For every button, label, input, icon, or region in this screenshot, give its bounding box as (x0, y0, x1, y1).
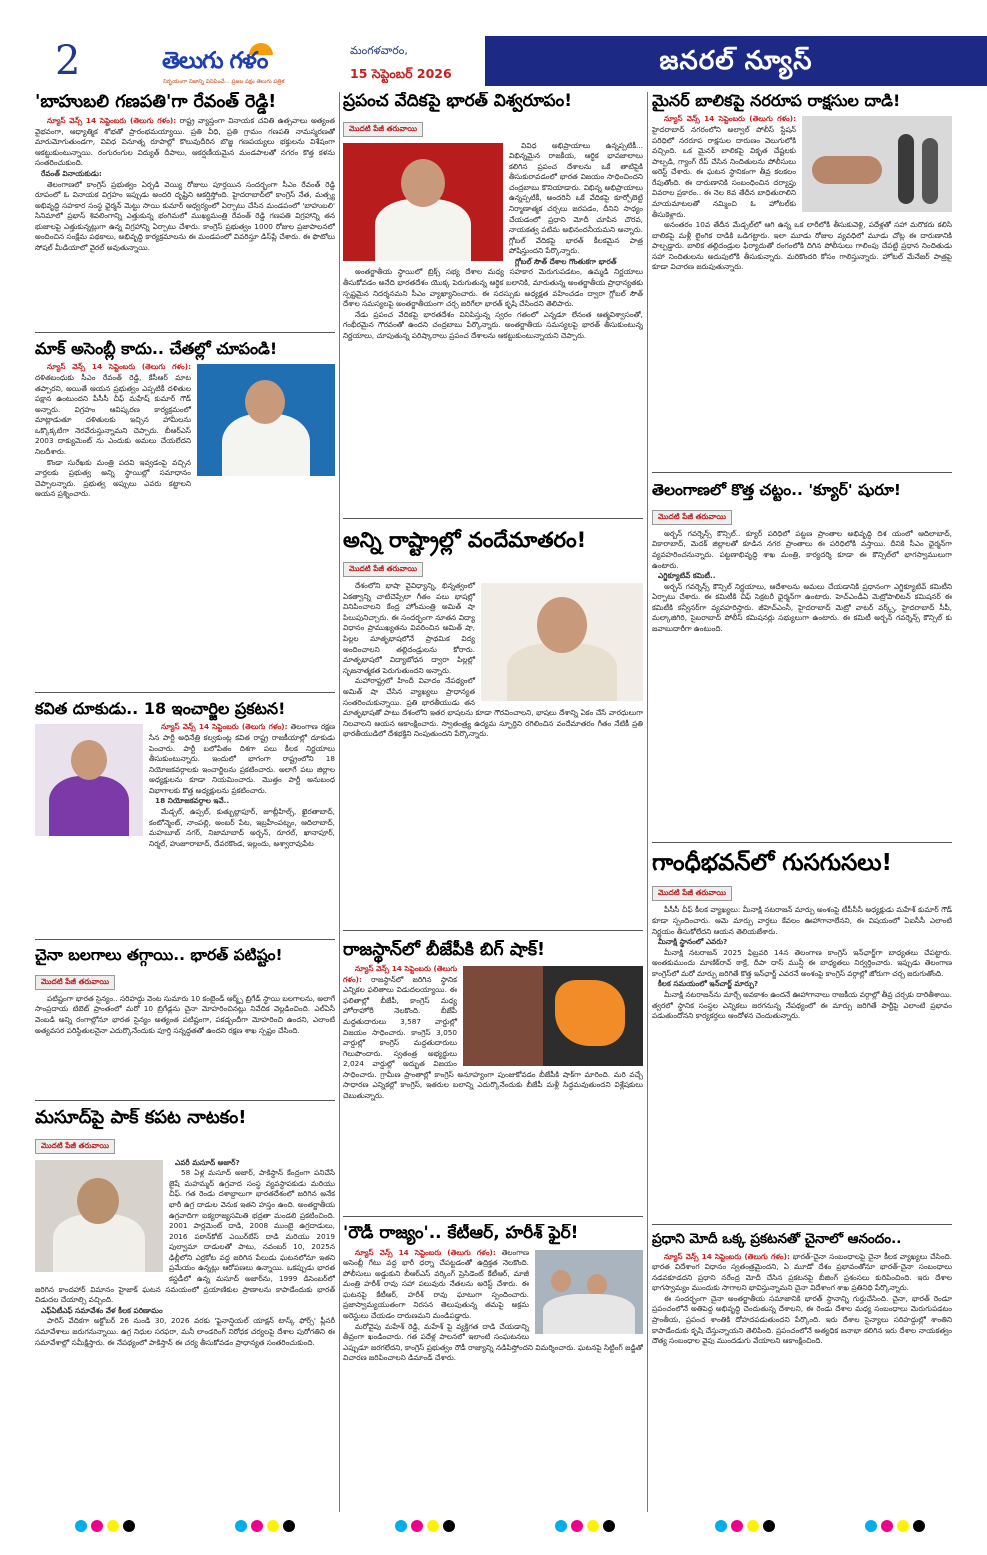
headline: రాజస్థాన్‌లో బీజేపీకి బిగ్ షాక్! (343, 940, 546, 960)
headline: మాక్ అసెంబ్లీ కాదు.. చేతల్లో చూపండి! (35, 340, 278, 358)
story-dateline: న్యూస్ వెన్స్ 14 సెప్టెంబరు (తెలుగు గళం): (664, 1251, 790, 1261)
story-mahesh (35, 340, 335, 680)
divider (35, 939, 335, 940)
registration-marks (75, 1520, 135, 1534)
divider (652, 472, 952, 473)
black-dot (123, 1520, 135, 1532)
story-body: పటిష్టంగా భారత సైన్యం.. సరిహద్దు వెంట సుమారు 10 కంబైండ్ ఆర్మ్స్ బ్రిగేడ్ స్థాయి బలగాలను, అలాగే సాంప్రదాయ టిబెట్ ప్రాంతంలో మరో 10 బ్రిగేడ్లను చైనా మోహరించినట్లు నివేదిక వెల్లడించింది. ఎల్ఏసీ వెంబడి అన్ని రంగాల్లోనూ భారత సైన్యం అత్యంత పటిష్టంగా, పకడ్బందీగా మోహరించి ఉందని, ఎలాంటి అత్యవసర పరిస్థితులనైనా ఎదుర్కొనేందుకు పూర్తి సన్నద్ధతతో ఉందని రక్షణ శాఖ స్పష్టం చేసింది. (35, 993, 335, 1035)
story-china-forces (35, 947, 335, 1097)
story-body: ఎవరీ మసూద్ అజార్? 58 ఏళ్ల మసూద్ అజార్, పాకిస్థాన్ కేంద్రంగా పనిచేసే జైషే మహమ్మద్ ఉగ్రవాద సంస్థ వ్యవస్థాపకుడు మరియు చీఫ్. గత రెండు దశాబ్దాలుగా భారతదేశంలో జరిగిన అనేక భారీ ఉగ్ర దాడుల వెనుక ఇతని హస్తం ఉంది. అంతర్జాతీయ ఉగ్రవాదిగా ఐక్యరాజ్యసమితి భద్రతా మండలి ప్రకటించింది. 2001 పార్లమెంట్ దాడి, 2008 ముంబై ఉగ్రదాడులు, 2016 పఠాన్‌కోట్ ఎయిర్‌బేస్ దాడి మరియు 2019 పుల్వామా దాడులతో పాటు, నవంబర్ 10, 2025న ఢిల్లీలోని ఎర్రకోట వద్ద జరిగిన పేలుడు ఘటనలోనూ ఇతని ప్రమేయం ఉన్నట్లు ఆరోపణలు ఉన్నాయి. ఒకప్పుడు భారత కస్టడీలో ఉన్న మసూద్ అజార్‌ను, 1999 డిసెంబర్‌లో జరిగిన కాందహార్ విమానం హైజాక్ ఘటన సమయంలో ప్రయాణికుల ప్రాణాలను కాపాడేందుకు భారత్ విడుదల చేయాల్సి వచ్చింది. ఎఫ్ఏటీఎఫ్ సమావేశం వేళ కీలక పరిణామం పారిస్ వేదికగా అక్టోబర్ 26 నుండి 30, 2026 వరకు 'ఫైనాన్షియల్ యాక్షన్ టాస్క్ ఫోర్స్' ప్లీనరీ సమావేశాలు జరుగనున్నాయి. ఉగ్ర నిధుల సరఫరా, మనీ లాండరింగ్ నిరోధక చర్యలపై దేశాల పురోగతిని ఈ సమావేశాల్లో సమీక్షిస్తారు. ఈ నేపథ్యంలో పాకిస్తాన్ ఈ చర్య తీసుకోవడం ప్రాధాన్యత సంతరించుకుంది. (35, 1157, 335, 1347)
cyan-dot (75, 1520, 87, 1532)
headline: చైనా బలగాలు తగ్గాయి.. భారత్ పటిష్టం! (35, 947, 283, 964)
magenta-dot (91, 1520, 103, 1532)
story-body: న్యూస్ వెన్స్ 14 సెప్టెంబరు (తెలుగు గళం): తెలంగాణ అసెంబ్లీ గేటు వద్ద భారీ ధర్నా చేపట్టడంతో ఉద్రిక్తత నెలకొంది. పోలీసులు అడ్డుకుని బీఆర్ఎస్ వర్కింగ్ ప్రెసిడెంట్ కేటీఆర్, మాజీ మంత్రి హరీశ్ రావు సహా పలువురు నేతలను అరెస్ట్ చేశారు. ఈ ఘటనపై కేటీఆర్, హరీశ్ రావు ఘాటుగా స్పందించారు. ప్రజాస్వామ్యయుతంగా నిరసన తెలుపుతున్న తమపై అక్రమ అరెస్టులు చేయడం దారుణమని మండిపడ్డారు. మరోవైపు మహేశ్ రెడ్డి, మహేశ్ పై వ్యక్తిగత దాడి చేయడాన్ని తీవ్రంగా ఖండించారు. గత పదేళ్ల పాలనలో ఇలాంటి సంఘటనలు ఎప్పుడూ జరగలేదని, కాంగ్రెస్ ప్రభుత్వం రౌడీ రాజ్యాన్ని నడిపిస్తోందని విమర్శించారు. ఘటనపై సిట్టింగ్ జడ్జితో విచారణ జరిపించాలని డిమాండ్ చేశారు. (343, 1247, 643, 1363)
story-dateline: న్యూస్ వెన్స్ 14 సెప్టెంబరు (తెలుగు గళం): (664, 114, 796, 124)
continued-badge: మొదటి పేజీ తరువాయి (343, 562, 423, 577)
registration-marks (715, 1520, 775, 1534)
section-banner: జనరల్ న్యూస్ (485, 36, 987, 86)
story-minor-girl (652, 92, 952, 467)
story-body: వివిధ అభిప్రాయాలు ఉన్నప్పటికీ... విభిన్నమైన రాజకీయ, ఆర్థిక భావజాలాలు కలిగిన ప్రపంచ దేశాలను ఒకే తాటిపైకి తీసుకురావడంలో భారత విజయం సాధించిందని చంద్రబాబు కొనియాడారు. విభిన్న అభిప్రాయాలు ఉన్నప్పటికీ, అందరినీ ఒకే వేదికపై కూర్చోబెట్టి నిర్మాణాత్మక చర్చలు జరపడం, దీనిని సాధ్యం చేయడంలో ప్రధాని మోదీ చూపిన చొరవ, నాయకత్వ పటిమ అభినందనీయమని అన్నారు. గ్లోబల్ వేదికపై భారత్ కీలకమైన పాత్ర పోషిస్తుందని పేర్కొన్నారు. గ్లోబల్ సౌత్ దేశాల గొంతుకగా భారత్ అంతర్జాతీయ స్థాయిలో బ్రిక్స్ సభ్య దేశాల మధ్య సహకార మెరుగుపడటం, ఉమ్మడి నిర్ణయాలు తీసుకోవడం అనేది భారతదేశం యొక్క పెరుగుతున్న ఆర్థిక బలానికి, మారుతున్న అంతర్జాతీయ ప్రాధాన్యతకు స్పష్టమైన నిదర్శనమని సీఎం వ్యాఖ్యానించారు. ఈ సదస్సుకు అధ్యక్షత వహించడం ద్వారా గ్లోబల్ సౌత్ దేశాల సమస్యలపై అంతర్జాతీయంగా చర్చ జరిగేలా భారత్ కృషి చేసిందని తెలిపారు. నేడు ప్రపంచ వేదికపై భారతదేశం వినిపిస్తున్న స్వరం గతంలో ఎన్నడూ లేనంత ఆత్మవిశ్వాసంతో, గంభీరమైన గౌరవంతో ఉందని చంద్రబాబు పేర్కొన్నారు. అంతర్జాతీయ సమస్యలపై భారత్ తీసుకుంటున్న నిర్ణయాలు, చూపుతున్న పరిష్కారాలు ప్రపంచ దేశాలను ఆకట్టుకుంటున్నాయని చెప్పారు. (343, 140, 643, 340)
headline: తెలంగాణలో కొత్త చట్టం.. 'క్యూర్' షురూ! (652, 482, 901, 499)
logo-tagline: నిర్భయంగా నిజాన్ని వినిపించే... ప్రజల పక్షం తెలుగు పత్రిక (163, 79, 285, 85)
photo-amit-shah (481, 583, 643, 701)
story-viswaroopam (343, 92, 643, 512)
map-shape (555, 980, 625, 1046)
photo-kavitha (35, 724, 143, 836)
story-body: న్యూస్ వెన్స్ 14 సెప్టెంబరు (తెలుగు గళం): దళితబంధుకు సీఎం రేవంత్ రెడ్డి, కేసీఆర్ మాట తప్పారని, అయితే ఆయన ప్రభుత్వం ఎప్పటికీ దళితుల పక్షాన ఉంటుందని పీసీసీ చీఫ్ మహేష్ కుమార్ గౌడ్ అన్నారు. విగ్రహం ఆవిష్కరణ కార్యక్రమంలో మాట్లాడుతూ దళితులకు ఇచ్చిన హామీలను ఒక్కొక్కటిగా నెరవేరుస్తున్నామని చెప్పారు. బీఆర్ఎస్ 2003 దాక్యుమెంట్ ను ఎందుకు అమలు చేయలేదని నిలదీశారు. కొండా సురేఖకు మంత్రి పదవి ఇవ్వడంపై వచ్చిన వార్తలకు ప్రభుత్వ అన్ని స్థాయిల్లో సమాధానం చెప్పాలన్నారు. ప్రభుత్వ అప్పులు ఎవరు కట్టాలని ఆయన ప్రశ్నించారు. (35, 362, 335, 500)
registration-marks (555, 1520, 615, 1534)
story-masood (35, 1108, 335, 1526)
photo-assembly-protest (535, 1250, 643, 1334)
headline: 'రౌడీ రాజ్యం'.. కేటీఆర్, హరీశ్ ఫైర్! (343, 1224, 579, 1243)
story-revanth (35, 92, 335, 327)
issue-date: 15 సెప్టెంబర్ 2026 (350, 66, 452, 81)
story-vandemataram (343, 528, 643, 923)
continued-badge: మొదటి పేజీ తరువాయి (652, 510, 732, 525)
column-left (35, 92, 335, 1532)
logo-text: తెలుగు గళం (162, 48, 268, 74)
column-divider (647, 92, 648, 1512)
headline: గాంధీభవన్‌లో గుసగుసలు! (652, 850, 893, 876)
continued-badge: మొదటి పేజీ తరువాయి (35, 1139, 115, 1154)
story-dateline: న్యూస్ వెన్స్ 14 సెప్టెంబరు (తెలుగు గళం): (355, 1247, 496, 1257)
column-right (652, 92, 952, 1532)
continued-badge: మొదటి పేజీ తరువాయి (652, 886, 732, 901)
divider (343, 930, 643, 931)
registration-marks (865, 1520, 925, 1534)
story-dateline: న్యూస్ వెన్స్ 14 సెప్టెంబరు (తెలుగు గళం): (343, 964, 457, 984)
column-divider (339, 92, 340, 1512)
story-gandhibhavan (652, 850, 952, 1218)
story-rowdy-rajyam (343, 1224, 643, 1524)
divider (35, 1100, 335, 1101)
registration-marks (235, 1520, 295, 1534)
story-body: అర్బన్ గవర్నెన్స్ కౌన్సిల్.. క్యూర్ పరిధిలో పట్టణ ప్రాంతాల అభివృద్ధి దిశ యంలో ఆదిలాబాద్, వికారాబాద్, మెదక్ జిల్లాలతో కూడిన నగర ప్రాంతాలు ఈ పరిధిలోకి వస్తాయి. దీనికి సీఎం ఛైర్మన్‌గా వ్యవహరించనున్నారు. పట్టణాభివృద్ధి శాఖ మంత్రి, కార్యదర్శి కూడా ఈ కౌన్సిల్‌లో భాగస్వాములుగా ఉంటారు. ఎగ్జిక్యూటివ్ కమిటీ.. అర్బన్ గవర్నెన్స్ కౌన్సిల్ నిర్ణయాలు, ఆదేశాలను అమలు చేయడానికి ప్రధానంగా ఎగ్జిక్యూటివ్ కమిటీని ఏర్పాటు చేశారు. ఈ కమిటీకి చీఫ్ సెక్రటరీ ఛైర్మన్‌గా ఉంటారు. హెచ్ఎండీఏ మెట్రోపాలిటన్ కమిషనర్ ఈ కమిటీకి కన్వీనర్‌గా వ్యవహరిస్తారు. జీహెచ్ఎంసీ, హైదరాబాద్ మెట్రో వాటర్ వర్క్స్, హైదరాబాద్ సీపీ, మల్కాజిగిరి, సైబరాబాద్ పోలీస్ కమిషనర్లు సభ్యులుగా ఉంటారు. ఈ కమిటీ అర్బన్ గవర్నెన్స్ కౌన్సిల్ కు జవాబుదారీగా ఉంటుంది. (652, 528, 952, 634)
headline: ప్రధాని మోదీ ఒక్క ప్రకటనతో చైనాలో ఆనందం.. (652, 1232, 902, 1247)
headline: కవిత దూకుడు.. 18 ఇంచార్జిల ప్రకటన! (35, 700, 286, 718)
registration-marks (395, 1520, 455, 1534)
story-body: దేశంలోని భాషా వైవిధ్యాన్ని, భిన్నత్వంలో ఏకత్వాన్ని చాటిచెప్పేలా గీతం పలు భాషల్లో వినిపించాలని కేంద్ర హోంమంత్రి అమిత్ షా పిలుపునిచ్చారు. ఈ సందర్భంగా నూతన విద్యా విధానం ప్రాముఖ్యతను వివరించిన అమిత్ షా, పిల్లల మాతృభాషలోనే ప్రాథమిక విద్య అందించాలని తల్లిదండ్రులను కోరారు. మాతృభాషలో విద్యాబోధన ద్వారా పిల్లల్లో సృజనాత్మకత పెరుగుతుందని అన్నారు. మహారాష్ట్రలో హిందీ వివాదం నేపథ్యంలో అమిత్ షా చేసిన వ్యాఖ్యలు ప్రాధాన్యత సంతరించుకున్నాయి. ప్రతి భారతీయుడు తన మాతృభాషతో పాటు దేశంలోని ఇతర భాషలను కూడా గౌరవించాలని, భాషలు దేశాన్ని ఏకం చేసే వారధులుగా నిలవాలని ఆయన ఆకాంక్షించారు. స్వాతంత్ర్య ఉద్యమ స్ఫూర్తిని రగిలించిన వందేమాతరం గీతం నేటికీ ప్రతి భారతీయుడిలో దేశభక్తిని నింపుతుందని పేర్కొన్నారు. (343, 581, 643, 739)
story-rajasthan (343, 940, 643, 1210)
story-body: న్యూస్ వెన్స్ 14 సెప్టెంబరు (తెలుగు గళం): రాష్ట్ర వ్యాప్తంగా వినాయక చవితి ఉత్సవాలు అత్యంత వైభవంగా, ఆధ్యాత్మిక శోభతో ప్రారంభమయ్యాయి. ప్రతి వీధి, ప్రతి గ్రామం గణపతి నామస్మరణతో మారుమోగుతుండగా, వివిధ వినూత్న రూపాల్లో కొలువుదీరిన బొజ్జ గణపయ్యలు భక్తులను విశేషంగా ఆకట్టుకుంటున్నాయి. రంగురంగుల విద్యుత్ దీపాలు, ఆకర్షణీయమైన మండపాలతో నగరం కొత్త కళను సంతరించుకుంది. రేవంత్ వినాయకుడు: తెలంగాణలో కాంగ్రెస్ ప్రభుత్వం ఏర్పడి వెయ్యి రోజులు పూర్తయిన సందర్భంగా సీఎం రేవంత్ రెడ్డి రూపంలో ఓ వినాయక విగ్రహం ఇప్పుడు అందరి దృష్టిని ఆకర్షిస్తోంది. హైదరాబాద్‌లో కాంగ్రెస్ నేత, మత్స్య అభివృద్ధి సహకార సంస్థ ఛైర్మన్ మెట్టు సాయి కుమార్ ఆధ్వర్యంలో ఏర్పాటు చేసిన మండపంలో 'బాహుబలి' సినిమాలో ప్రభాస్ శివలింగాన్ని ఎత్తుకున్న భంగిమలో ముఖ్యమంత్రి రేవంత్ రెడ్డి గణపతి విగ్రహాన్ని తన భుజాలపై ఎత్తుకున్నట్లుగా ఉన్న విగ్రహాన్ని ఏర్పాటు చేశారు. కాంగ్రెస్ ప్రభుత్వం 1000 రోజుల ప్రజాపాలనలో అందించిన సంక్షేమ పథకాలు, అభివృద్ధి కార్యక్రమాలను ఈ మండపంలో వివరిస్తూ డిస్‌ప్లే చేశారు. ఈ ఫొటోలు సోషల్ మీడియాలో వైరల్ అవుతున్నాయి. (35, 116, 335, 253)
headline: అన్ని రాష్ట్రాల్లో వందేమాతరం! (343, 528, 587, 552)
divider (35, 692, 335, 693)
issue-day: మంగళవారం, (350, 44, 408, 57)
story-body: న్యూస్ వెన్స్ 14 సెప్టెంబరు (తెలుగు గళం): భారత్-చైనా సంబంధాలపై చైనా కీలక వ్యాఖ్యలు చేసింది. భారత విదేశాంగ విధానం స్వతంత్రమైందని, ఏ మూడో దేశం ప్రభావంతోనూ భారత్-చైనా సంబంధాలు నడవకూడదని ప్రధాని నరేంద్ర మోదీ చేసిన ప్రకటనపై బీజింగ్ ప్రశంసలు కురిపించింది. ఇరు దేశాల భాగస్వామ్యం ముందుకు సాగాలని భావిస్తున్నామని చైనా విదేశాంగ శాఖ ప్రతినిధి పేర్కొన్నారు. ఈ సందర్భంగా చైనా అంతర్జాతీయ సమాజానికి భారత్ స్థానాన్ని గుర్తుచేసింది. చైనా, భారత్ రెండూ ప్రపంచంలోనే అతిపెద్ద అభివృద్ధి చెందుతున్న దేశాలని, ఈ రెండు దేశాల మధ్య సంబంధాలు మెరుగుపడటం ప్రాంతీయ, ప్రపంచ శాంతికి దోహదపడుతుందని పేర్కొంది. ఇరు దేశాల సైన్యాలు సరిహద్దుల్లో శాంతిని కాపాడేందుకు కృషి చేస్తున్నాయని తెలిపింది. ప్రపంచంలోనే అత్యధిక జనాభా కలిగిన ఇరు దేశాల నాయకత్వం దౌత్య సంబంధాల వైపు ముందడుగు వేయాలని ఆకాంక్షించింది. (652, 1251, 952, 1346)
photo-crime-illustration (802, 116, 952, 212)
continued-badge: మొదటి పేజీ తరువాయి (35, 975, 115, 990)
masthead (0, 0, 987, 92)
divider (35, 332, 335, 333)
newspaper-logo (162, 42, 327, 92)
divider (652, 1224, 952, 1225)
headline: 'బాహుబలి గణపతి'గా రేవంత్ రెడ్డి! (35, 92, 277, 112)
story-body: న్యూస్ వెన్స్ 14 సెప్టెంబరు (తెలుగు గళం): రాజస్థాన్‌లో జరిగిన స్థానిక ఎన్నికల ఫలితాలు విడుదలయ్యాయి. ఈ ఫలితాల్లో బీజేపీ, కాంగ్రెస్ మధ్య హోరాహోరీ నెలకొంది. బీజేపీ మద్దతుదారులు 3,587 వార్డుల్లో విజయం సాధించారు. కాంగ్రెస్ 3,050 వార్డుల్లో కాంగ్రెస్ మద్దతుదారులు గెలుపొందారు. స్వతంత్ర అభ్యర్థులు 2,024 వార్డుల్లో అద్భుత విజయం సాధించారు. గ్రామీణ ప్రాంతాల్లో కాంగ్రెస్ అనూహ్యంగా పుంజుకోవడం బీజేపీకి షాక్‌గా మారింది. మరి వచ్చే సాధారణ ఎన్నికల్లో కాంగ్రెస్, ఇతరుల బలాన్ని ఎదుర్కొనేందుకు బీజేపీ మళ్లీ సిద్ధమవుతుందని విశ్లేషకులు చెబుతున్నారు. (343, 964, 643, 1101)
continued-badge: మొదటి పేజీ తరువాయి (343, 122, 423, 137)
story-body: న్యూస్ వెన్స్ 14 సెప్టెంబరు (తెలుగు గళం): హైదరాబాద్ నగరంలోని అల్వాల్ పోలీస్ స్టేషన్ పరిధిలో నరరూప రాక్షసుల దారుణం వెలుగులోకి వచ్చింది. ఒక మైనర్ బాలికపై వికృత చేష్టలకు పాల్పడి, గ్యాంగ్ రేప్ చేసిన నిందితులను పోలీసులు అరెస్ట్ చేశారు. ఈ ఘటన స్థానికంగా తీవ్ర కలకలం రేపుతోంది. ఈ దారుణానికి సంబంధించిన దర్యాప్తు వివరాల ప్రకారం.. ఈ నెల 8వ తేదీన బాధితురాలిని మాయమాటలతో నమ్మించి ఓ హోటల్‌కు తీసుకెళ్లారు. అనంతరం 10వ తేదీన మేడ్చల్‌లో ఆగి ఉన్న ఒక లారీలోకి తీసుకువెళ్లి, పదేళ్లతో సహా మరొకరు కలిసి బాలికపై మళ్లీ లైంగిక దాడికి ఒడిగట్టారు. ఇలా మూడు రోజుల వ్యవధిలో మూడు చోట్ల ఈ దారుణానికి పాల్పడ్డారు. బాలిక తల్లిదండ్రుల ఫిర్యాదుతో రంగంలోకి దిగిన పోలీసులు గాలింపు చేపట్టి ప్రధాన నిందితుడు సహా నిందితులను అదుపులోకి తీసుకున్నారు. మరికొందరి కోసం గాలిస్తున్నారు. హోటల్ మేనేజర్ పాత్రపై కూడా విచారణ జరుపుతున్నారు. (652, 114, 952, 272)
divider (652, 842, 952, 843)
photo-chandrababu-naidu (343, 143, 503, 261)
story-queer-council (652, 482, 952, 832)
page-number: 2 (55, 38, 81, 84)
headline: మైనర్ బాలికపై నరరూప రాక్షసుల దాడి! (652, 92, 901, 110)
story-body: పీసీసీ చీఫ్ కీలక వ్యాఖ్యలు: మీనాక్షి నటరాజన్ మార్పు అంశంపై టీపీసీసీ అధ్యక్షుడు మహేశ్ కుమార్ గౌడ్ కూడా స్పందించారు. ఆమె మార్పు వార్తలు కేవలం ఊహాగానాలేనని, ఈ విషయంలో ఏఐసీసీ ఎలాంటి నిర్ణయం తీసుకోలేదని ఆయన తెలియజేశారు. మీనాక్షి స్థానంలో ఎవరు? మీనాక్షి నటరాజన్ 2025 ఫిబ్రవరి 14న తెలంగాణ కాంగ్రెస్ ఇన్‌ఛార్జ్‌గా బాధ్యతలు చేపట్టారు. అంతకుముందు మాణిక్‌రావ్ ఠాక్రే, దీపా దాస్ మున్షీ ఈ బాధ్యతలు నిర్వర్తించారు. ఇప్పుడు తెలంగాణ కాంగ్రెస్‌లో మరో మార్పు జరిగితే కొత్త ఇన్‌ఛార్జ్ ఎవరనే అంశంపై కాంగ్రెస్ వర్గాల్లో జోరుగా చర్చ జరుగుతోంది. కీలక సమయంలో ఇన్‌చార్జ్ మార్పు? మీనాక్షి నటరాజన్‌ను మార్చే అవకాశం ఉందనే ఊహాగానాలు రాజకీయ వర్గాల్లో తీవ్ర చర్చకు దారితీశాయి. త్వరలో స్థానిక సంస్థల ఎన్నికలు జరగనున్న నేపథ్యంలో ఈ మార్పు జరిగితే పార్టీపై ఎలాంటి ప్రభావం పడుతుందోనని కార్యకర్తలు ఆందోళన చెందుతున్నారు. (652, 905, 952, 1021)
story-dateline: న్యూస్ వెన్స్ 14 సెప్టెంబరు (తెలుగు గళం): (47, 362, 191, 372)
story-dateline: న్యూస్ వెన్స్ 14 సెప్టెంబరు (తెలుగు గళం): (161, 722, 288, 732)
divider (343, 518, 643, 519)
photo-mahesh-kumar-goud (197, 364, 335, 476)
story-modi-china (652, 1232, 952, 1527)
headline: మసూద్‌పై పాక్ కపట నాటకం! (35, 1108, 247, 1128)
yellow-dot (107, 1520, 119, 1532)
divider (343, 1216, 643, 1217)
story-dateline: న్యూస్ వెన్స్ 14 సెప్టెంబరు (తెలుగు గళం): (47, 116, 177, 126)
headline: ప్రపంచ వేదికపై భారత్ విశ్వరూపం! (343, 92, 572, 111)
photo-rajasthan-map (463, 966, 643, 1066)
story-body: న్యూస్ వెన్స్ 14 సెప్టెంబరు (తెలుగు గళం): తెలంగాణ రక్షణ సేన పార్టీ అధినేత్రి కల్వకుంట్ల కవిత రాష్ట్ర రాజకీయాల్లో దూకుడు పెంచారు. పార్టీ బలోపేతం దిశగా పలు కీలక నిర్ణయాలు తీసుకుంటున్నారు. ఇందులో భాగంగా రాష్ట్రంలోని 18 నియోజకవర్గాలకు ఇంచార్జిలను ప్రకటించారు. అలాగే పలు జిల్లాల అధ్యక్షులను కూడా నియమించారు. మొత్తం పార్టీ అనుబంధ విభాగాలకు కొత్త అధ్యక్షులను ప్రకటించారు. 18 నియోజకవర్గాల ఇవే.. మేడ్చల్, ఉప్పల్, కుత్బుల్లాపూర్, జూబ్లీహిల్స్, ఖైరతాబాద్, కంటోన్మెంట్, నాంపల్లి, అంబర్ పేట, ఇబ్రహీంపట్నం, ఆదిలాబాద్, మహబూబ్ నగర్, నిజామాబాద్ అర్బన్, రూరల్, ఖానాపూర్, నిర్మల్, హుజూరాబాద్, దేవరకొండ, ఇల్లందు, అశ్వారావుపేట (35, 722, 335, 849)
column-middle (343, 92, 643, 1532)
dateline-box (350, 44, 470, 85)
photo-masood-azhar (35, 1160, 163, 1272)
